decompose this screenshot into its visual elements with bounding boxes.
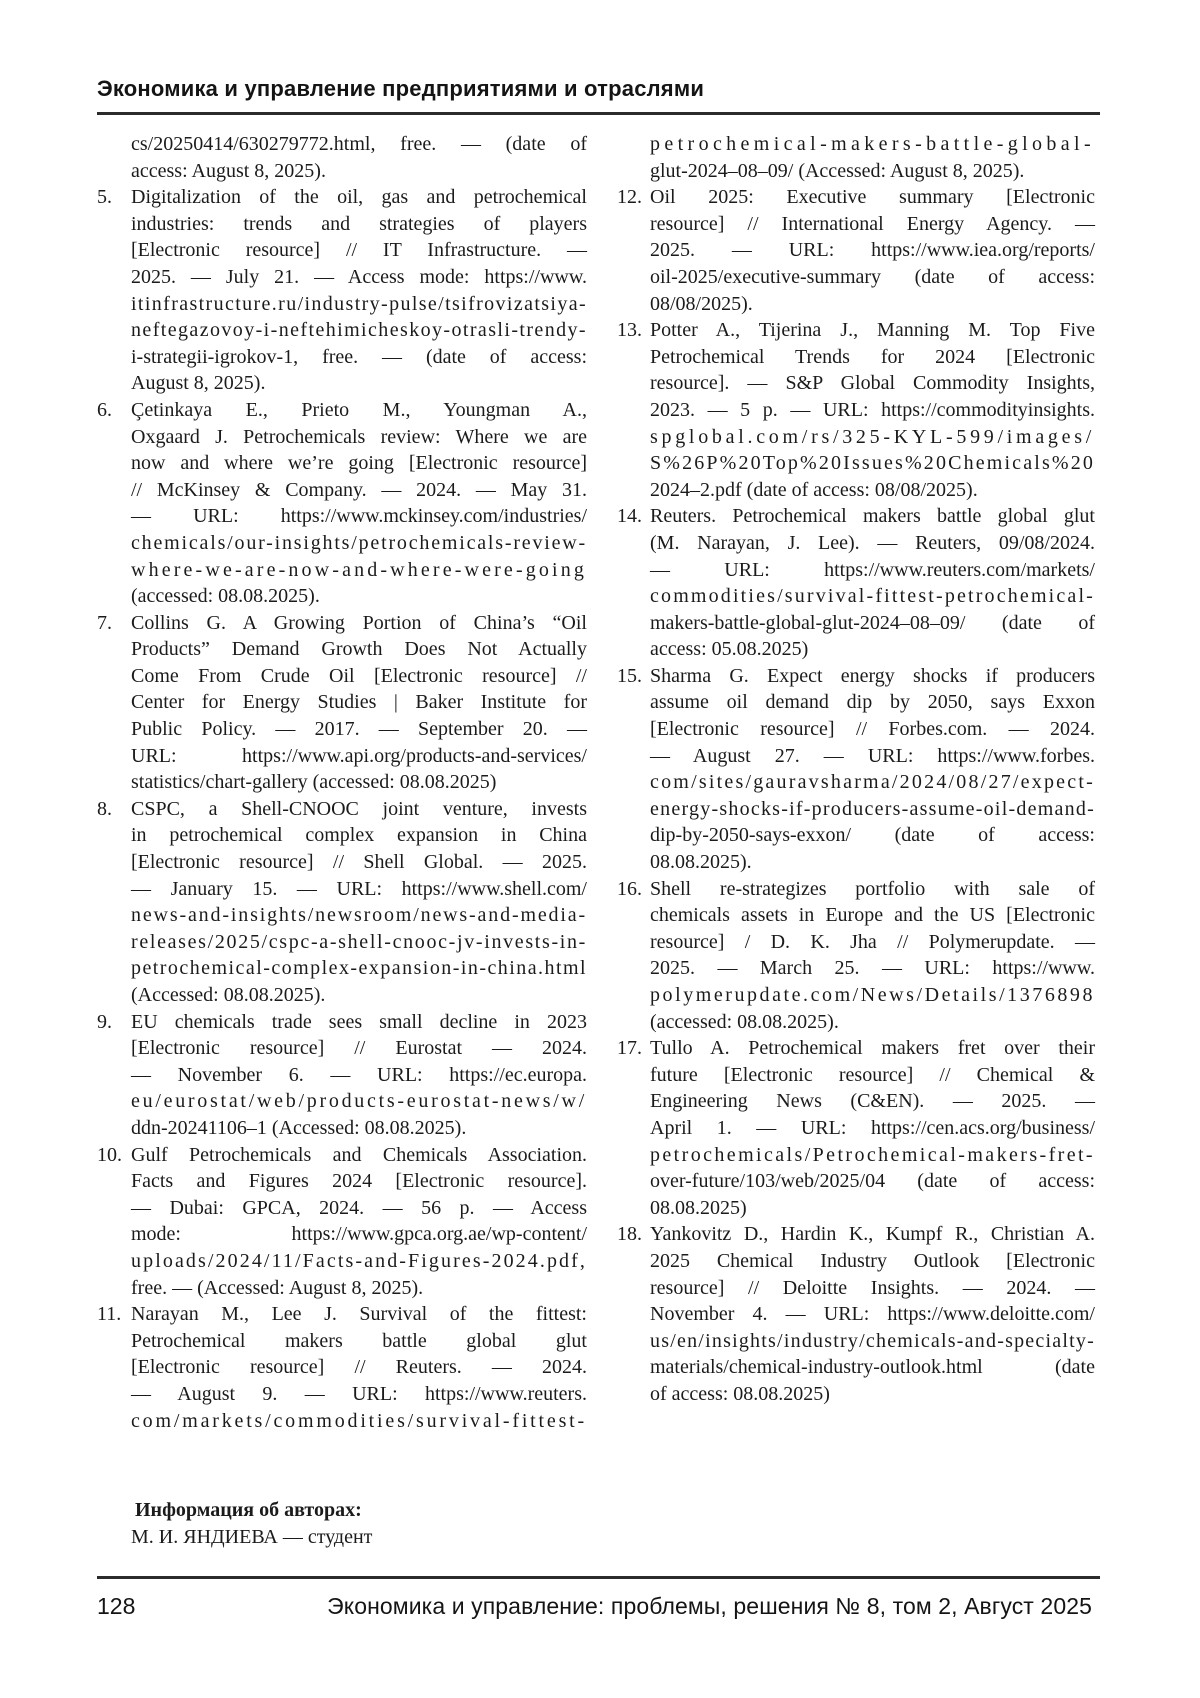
reference-line: releases/2025/cspc-a-shell-cnooc-jv-invests-in- [131,930,587,953]
reference-entry [97,610,587,796]
reference-line: (accessed: 08.08.2025). [131,585,320,608]
reference-line: dip-by-2050-says-exxon/ (date of access: [650,824,1095,847]
reference-line: oil-2025/executive-summary (date of access: [650,265,1095,288]
references-left-column [97,131,587,1434]
reference-number: 5. [97,186,112,209]
reference-entry [97,1009,587,1142]
reference-line: glut-2024–08–09/ (Accessed: August 8, 2025). [650,159,1025,182]
reference-number: 7. [97,611,112,634]
reference-line: now and where we’re going [Electronic resource] [131,452,587,475]
reference-line: Oxgaard J. Petrochemicals review: Where we are [131,425,587,448]
reference-entry [97,796,587,1009]
reference-line: Facts and Figures 2024 [Electronic resource]. [131,1170,587,1193]
reference-line: — Dubai: GPCA, 2024. — 56 p. — Access [131,1196,587,1219]
reference-line: eu/eurostat/web/products-eurostat-news/w/ [131,1090,587,1113]
reference-number: 14. [617,505,642,528]
reference-line: resource]. — S&P Global Commodity Insights, [650,372,1095,395]
reference-line: [Electronic resource] // Eurostat — 2024. [131,1037,587,1060]
reference-line: Narayan M., Lee J. Survival of the fittest: [131,1303,587,1326]
reference-line: materials/chemical-industry-outlook.html (date [650,1356,1095,1379]
reference-entry [97,1142,587,1302]
reference-line: — URL: https://www.mckinsey.com/industries/ [131,505,587,528]
reference-line: access: August 8, 2025). [131,159,326,182]
reference-number: 18. [617,1223,642,1246]
reference-line: Reuters. Petrochemical makers battle global glut [650,505,1095,528]
reference-line: S%26P%20Top%20Issues%20Chemicals%20 [650,452,1095,475]
reference-entry [617,131,1095,184]
reference-line: [Electronic resource] // Forbes.com. — 2024. [650,718,1095,741]
reference-line: future [Electronic resource] // Chemical & [650,1063,1095,1086]
reference-entry [617,503,1095,663]
reference-line: — August 9. — URL: https://www.reuters. [131,1382,587,1405]
reference-line: mode: https://www.gpca.org.ae/wp-content/ [131,1223,587,1246]
reference-line: — January 15. — URL: https://www.shell.com/ [131,877,587,900]
reference-line: com/sites/gauravsharma/2024/08/27/expect- [650,771,1095,794]
reference-line: chemicals assets in Europe and the US [Electronic [650,904,1095,927]
reference-line: uploads/2024/11/Facts-and-Figures-2024.pdf, [131,1249,587,1272]
reference-line: Oil 2025: Executive summary [Electronic [650,186,1095,209]
authors-info-block [131,1497,372,1551]
reference-line: of access: 08.08.2025) [650,1382,830,1405]
journal-title-line: Экономика и управление: проблемы, решения № 8, том 2, Август 2025 [327,1593,1092,1619]
reference-line: petrochemical-makers-battle-global- [650,133,1095,155]
page-footer [97,1593,1100,1620]
reference-line: Yankovitz D., Hardin K., Kumpf R., Christian A. [650,1223,1095,1246]
author-entry: М. И. ЯНДИЕВА — студент [131,1526,373,1548]
reference-entry [617,1221,1095,1407]
reference-line: where-we-are-now-and-where-were-going [131,558,587,581]
reference-line: ddn-20241106–1 (Accessed: 08.08.2025). [131,1116,467,1139]
reference-line: Petrochemical Trends for 2024 [Electronic [650,345,1095,368]
reference-line: neftegazovoy-i-neftehimicheskoy-otrasli-trendy- [131,319,587,342]
reference-line: us/en/insights/industry/chemicals-and-specialty- [650,1329,1095,1352]
reference-line: energy-shocks-if-producers-assume-oil-demand- [650,797,1095,820]
reference-line: 2025 Chemical Industry Outlook [Electronic [650,1249,1095,1272]
reference-line: cs/20250414/630279772.html, free. — (date of [131,133,587,155]
reference-entry [97,1301,587,1434]
reference-line: [Electronic resource] // Shell Global. — 2025. [131,851,587,874]
reference-line: makers-battle-global-glut-2024–08–09/ (date of [650,611,1095,634]
reference-line: over-future/103/web/2025/04 (date of access: [650,1170,1095,1193]
reference-line: CSPC, a Shell-CNOOC joint venture, invests [131,797,587,820]
reference-line: polymerupdate.com/News/Details/1376898 [650,984,1095,1006]
reference-line: 2023. — 5 p. — URL: https://commodityinsights. [650,398,1095,421]
reference-line: resource] / D. K. Jha // Polymerupdate. — [650,930,1095,953]
reference-entry [617,1035,1095,1221]
footer-rule [97,1576,1100,1579]
reference-entry [617,317,1095,503]
reference-entry [97,397,587,610]
reference-line: itinfrastructure.ru/industry-pulse/tsifrovizatsiya- [131,292,587,315]
reference-entry [97,184,587,397]
reference-line: Tullo A. Petrochemical makers fret over their [650,1037,1095,1060]
reference-line: 2025. — March 25. — URL: https://www. [650,957,1095,980]
reference-line: Center for Energy Studies | Baker Institute for [131,691,587,714]
reference-number: 6. [97,398,112,421]
reference-line: (Accessed: 08.08.2025). [131,984,326,1006]
reference-entry [617,663,1095,876]
reference-line: Public Policy. — 2017. — September 20. — [131,718,587,741]
reference-line: 08.08.2025) [650,1196,747,1219]
reference-number: 12. [617,186,642,209]
reference-line: resource] // International Energy Agency. — [650,212,1095,235]
reference-line: industries: trends and strategies of players [131,212,587,235]
reference-line: — August 27. — URL: https://www.forbes. [650,744,1095,767]
reference-line: 2025. — July 21. — Access mode: https://www. [131,265,587,288]
reference-line: news-and-insights/newsroom/news-and-media- [131,904,587,927]
reference-line: Collins G. A Growing Portion of China’s “Oil [131,611,587,634]
reference-line: commodities/survival-fittest-petrochemical- [650,585,1095,608]
reference-entry [97,131,587,184]
reference-entry [617,876,1095,1036]
reference-line: Shell re-strategizes portfolio with sale of [650,877,1095,900]
reference-line: [Electronic resource] // Reuters. — 2024. [131,1356,587,1379]
reference-line: petrochemicals/Petrochemical-makers-fret- [650,1143,1095,1166]
reference-entry [617,184,1095,317]
reference-line: Potter A., Tijerina J., Manning M. Top Five [650,319,1095,342]
reference-line: — URL: https://www.reuters.com/markets/ [650,558,1095,581]
reference-number: 17. [617,1037,642,1060]
reference-number: 13. [617,319,642,342]
reference-line: Gulf Petrochemicals and Chemicals Association. [131,1143,587,1166]
reference-line: assume oil demand dip by 2050, says Exxon [650,691,1095,714]
references-right-column [617,131,1095,1408]
reference-line: i-strategii-igrokov-1, free. — (date of access: [131,345,587,368]
reference-line: Petrochemical makers battle global glut [131,1329,587,1352]
page-number: 128 [97,1593,136,1619]
reference-number: 15. [617,664,642,687]
reference-number: 16. [617,877,642,900]
reference-line: 08.08.2025). [650,851,752,874]
reference-line: chemicals/our-insights/petrochemicals-review- [131,531,587,554]
reference-line: access: 05.08.2025) [650,638,809,661]
reference-line: August 8, 2025). [131,372,266,395]
reference-number: 8. [97,797,112,820]
reference-line: free. — (Accessed: August 8, 2025). [131,1276,424,1299]
reference-line: in petrochemical complex expansion in China [131,824,587,847]
reference-line: resource] // Deloitte Insights. — 2024. — [650,1276,1095,1299]
reference-line: 2025. — URL: https://www.iea.org/reports/ [650,239,1095,262]
reference-line: Digitalization of the oil, gas and petrochemical [131,186,587,209]
reference-line: Sharma G. Expect energy shocks if producers [650,664,1095,687]
reference-number: 11. [97,1303,122,1326]
reference-line: [Electronic resource] // IT Infrastructure. — [131,239,587,262]
reference-line: (M. Narayan, J. Lee). — Reuters, 09/08/2024. [650,531,1095,554]
reference-line: spglobal.com/rs/325-KYL-599/images/ [650,425,1095,448]
reference-line: 08/08/2025). [650,292,753,315]
header-rule [97,112,1100,115]
reference-line: statistics/chart-gallery (accessed: 08.08.2025) [131,771,497,794]
reference-number: 9. [97,1010,112,1033]
reference-line: — November 6. — URL: https://ec.europa. [131,1063,587,1086]
authors-info-heading: Информация об авторах: [135,1499,362,1521]
reference-line: URL: https://www.api.org/products-and-services/ [131,744,587,767]
reference-line: // McKinsey & Company. — 2024. — May 31. [131,478,587,501]
reference-line: Çetinkaya E., Prieto M., Youngman A., [131,398,587,421]
reference-line: petrochemical-complex-expansion-in-china.html [131,957,587,980]
reference-line: Products” Demand Growth Does Not Actually [131,638,587,661]
reference-line: EU chemicals trade sees small decline in 2023 [131,1010,587,1033]
section-title: Экономика и управление предприятиями и отраслями [97,76,705,101]
reference-line: Come From Crude Oil [Electronic resource] // [131,664,587,687]
reference-line: 2024–2.pdf (date of access: 08/08/2025). [650,478,978,501]
reference-line: November 4. — URL: https://www.deloitte.com/ [650,1303,1095,1326]
reference-line: (accessed: 08.08.2025). [650,1010,839,1033]
reference-line: Engineering News (C&EN). — 2025. — [650,1090,1095,1113]
reference-number: 10. [97,1143,122,1166]
reference-line: April 1. — URL: https://cen.acs.org/business/ [650,1116,1095,1139]
reference-line: com/markets/commodities/survival-fittest- [131,1409,587,1432]
